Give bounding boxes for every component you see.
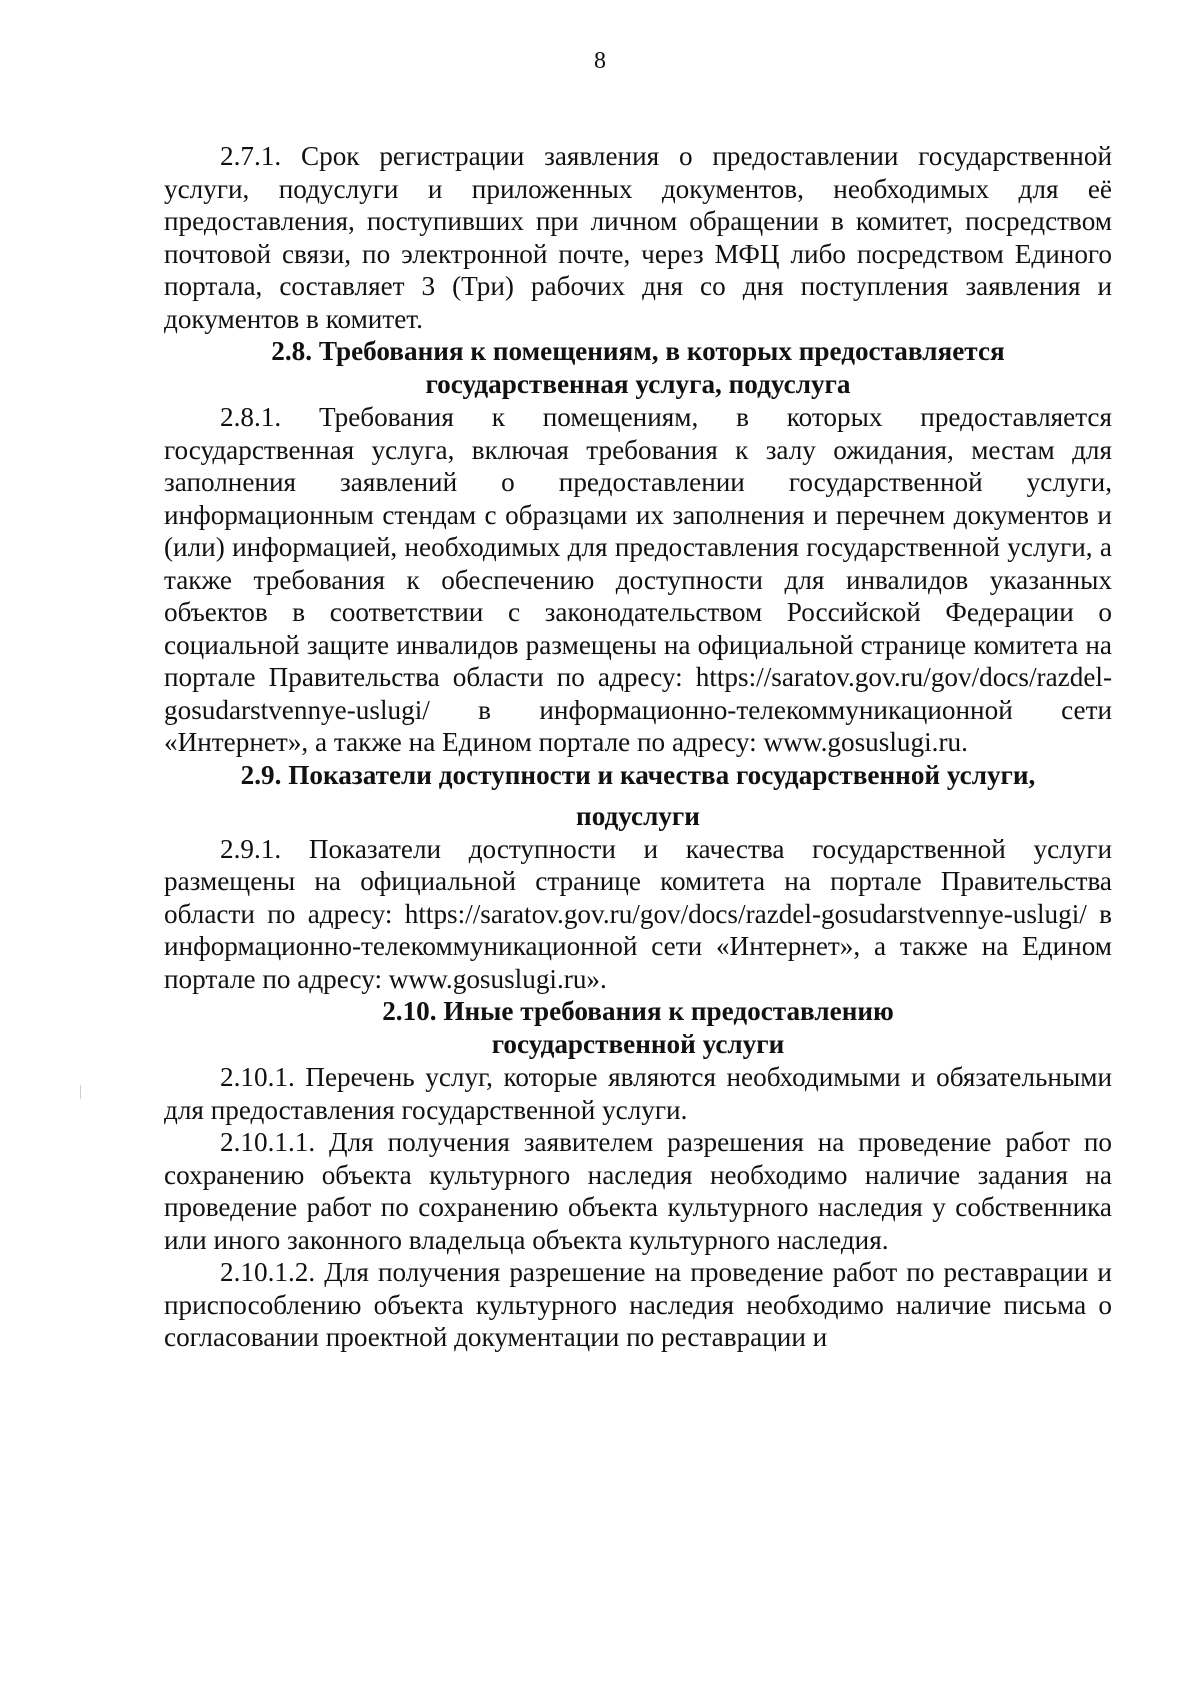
- section-heading-2-8-line2: государственная услуга, подуслуга: [425, 369, 851, 399]
- paragraph-2-10-1-2: 2.10.1.2. Для получения разрешение на проведение работ по реставрации и приспособлению объекта культурного наследия необходимо наличие письма о согласовании проектной документации по реставрации и: [164, 1257, 1112, 1352]
- section-heading-2-10: [164, 995, 1112, 1061]
- document-body: [164, 140, 1112, 1354]
- paragraph-2-7-1: 2.7.1. Срок регистрации заявления о предоставлении государственной услуги, подуслуги и приложенных документов, необходимых для её предоставления, поступивших при личном обращении в комитет, посредством почтовой связи, по электронной почте, через МФЦ либо посредством Единого портала, составляет 3 (Три) рабочих дня со дня поступления заявления и документов в комитет.: [164, 141, 1112, 334]
- section-heading-2-9: [164, 759, 1112, 833]
- section-heading-2-8: [164, 335, 1112, 401]
- paragraph-2-8-1: 2.8.1. Требования к помещениям, в которых предоставляется государственная услуга, включая требования к залу ожидания, местам для заполнения заявлений о предоставлении государственной услуги, информационным стендам с образцами их заполнения и перечнем документов и (или) информацией, необходимых для предоставления государственной услуги, а также требования к обеспечению доступности для инвалидов указанных объектов в соответствии с законодательством Российской Федерации о социальной защите инвалидов размещены на официальной странице комитета на портале Правительства области по адресу: https://saratov.gov.ru/gov/docs/razdel-gosudarstvennye-uslugi/ в информационно-телекоммуникационной сети «Интернет», а также на Едином портале по адресу: www.gosuslugi.ru.: [164, 402, 1112, 757]
- section-heading-2-8-line1: 2.8. Требования к помещениям, в которых предоставляется: [271, 336, 1005, 366]
- section-heading-2-10-line1: 2.10. Иные требования к предоставлению: [382, 996, 894, 1026]
- section-heading-2-9-line2: подуслуги: [576, 800, 700, 831]
- paragraph-2-10-1: 2.10.1. Перечень услуг, которые являются необходимыми и обязательными для предоставления государственной услуги.: [164, 1062, 1112, 1125]
- section-heading-2-9-line1: 2.9. Показатели доступности и качества государственной услуги,: [240, 759, 1036, 790]
- paragraph-2-10-1-1: 2.10.1.1. Для получения заявителем разрешения на проведение работ по сохранению объекта культурного наследия необходимо наличие задания на проведение работ по сохранению объекта культурного наследия у собственника или иного законного владельца объекта культурного наследия.: [164, 1127, 1112, 1255]
- page-number: 8: [594, 48, 606, 74]
- section-heading-2-10-line2: государственной услуги: [491, 1029, 785, 1059]
- scan-artifact-mark: [80, 1085, 81, 1099]
- paragraph-2-9-1: 2.9.1. Показатели доступности и качества государственной услуги размещены на официальной странице комитета на портале Правительства области по адресу: https://saratov.gov.ru/gov/docs/razdel-gosudarstvennye-uslugi/ в информационно-телекоммуникационной сети «Интернет», а также на Едином портале по адресу: www.gosuslugi.ru».: [164, 833, 1112, 994]
